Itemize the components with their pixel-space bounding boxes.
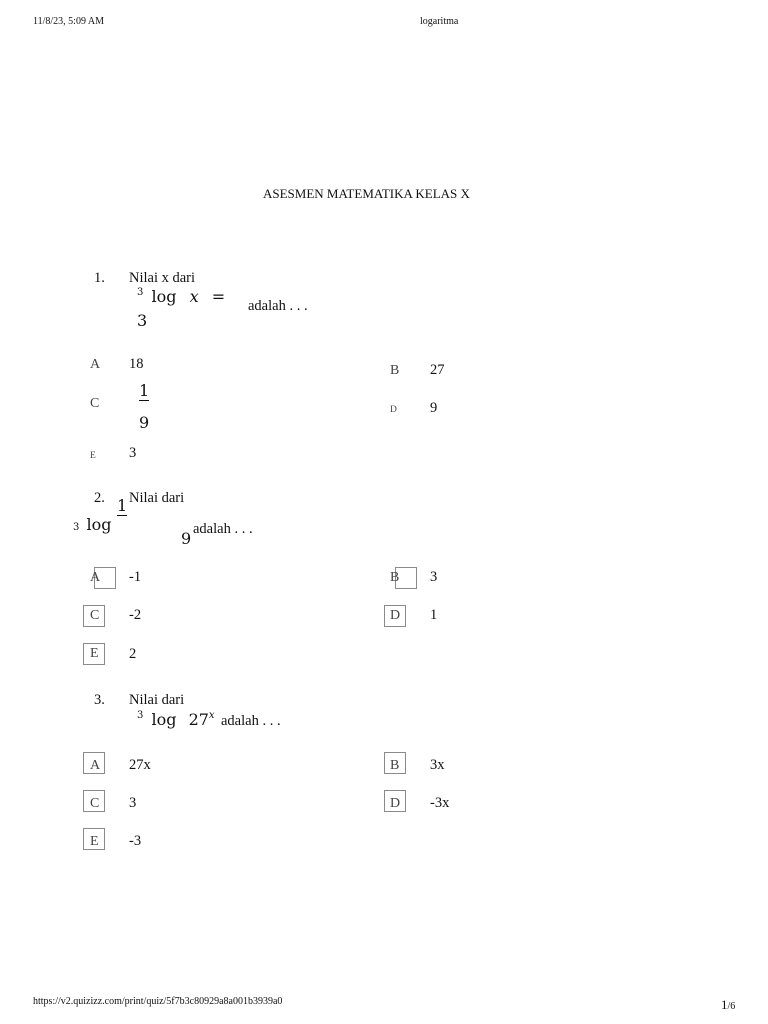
question-text: Nilai dari [129, 490, 185, 506]
log-operator: log [151, 710, 177, 729]
question-tail: adalah . . . [193, 521, 253, 537]
fraction-numerator: 1 [117, 496, 128, 515]
question-number: 2. [94, 490, 105, 506]
page-title: ASESMEN MATEMATIKA KELAS X [263, 186, 470, 201]
option-d-letter[interactable]: D [390, 796, 401, 811]
option-b-value: 27 [430, 362, 445, 378]
option-a-value: -1 [129, 569, 142, 585]
fraction-denominator: 9 [139, 413, 150, 432]
log-base: 3 [73, 522, 80, 533]
question-number: 3. [94, 692, 105, 708]
exponent: x [208, 710, 215, 721]
question-text: Nilai dari [129, 692, 185, 708]
option-b-letter[interactable]: B [390, 570, 400, 585]
log-argument: x [189, 287, 199, 306]
option-b-value: 3x [430, 757, 445, 773]
fraction-numerator: 1 [139, 381, 150, 400]
log-base: 3 [137, 287, 144, 298]
option-e-value: 2 [129, 646, 137, 662]
log-expression [137, 710, 215, 729]
footer-url[interactable]: https://v2.quizizz.com/print/quiz/5f7b3c80929a8a001b3939a0 [33, 996, 283, 1007]
log-expression [137, 287, 225, 306]
option-d-value: -3x [430, 795, 450, 811]
option-d-letter[interactable]: D [390, 608, 401, 623]
option-e-letter[interactable]: E [90, 646, 99, 661]
question-text: Nilai x dari [129, 270, 196, 286]
option-c-value: 3 [129, 795, 137, 811]
page-total: /6 [727, 1001, 736, 1012]
fraction-denominator: 9 [181, 529, 192, 548]
option-b-letter[interactable]: B [390, 363, 400, 378]
log-operator: log [151, 287, 177, 306]
page-current: 1 [721, 997, 728, 1012]
option-d-letter[interactable]: D [390, 405, 397, 415]
question-tail: adalah . . . [221, 713, 281, 729]
option-a-letter[interactable]: A [90, 357, 101, 372]
print-datetime: 11/8/23, 5:09 AM [33, 16, 105, 27]
log-base: 3 [137, 710, 144, 721]
log-operator: log [86, 515, 112, 534]
option-c-letter[interactable]: C [90, 396, 100, 411]
option-a-value: 27x [129, 757, 151, 773]
print-doc-title: logaritma [420, 16, 459, 27]
option-a-letter[interactable]: A [90, 758, 101, 773]
option-c-value: -2 [129, 607, 142, 623]
option-c-letter[interactable]: C [90, 796, 100, 811]
option-a-value: 18 [129, 356, 144, 372]
page-indicator [721, 996, 735, 1014]
option-e-letter[interactable]: E [90, 834, 99, 849]
option-c-letter[interactable]: C [90, 608, 100, 623]
option-e-value: -3 [129, 833, 142, 849]
option-e-letter[interactable]: E [90, 451, 96, 461]
equals-sign: = [211, 287, 226, 306]
log-argument: 27 [188, 710, 209, 729]
option-b-value: 3 [430, 569, 438, 585]
option-e-value: 3 [129, 445, 137, 461]
option-d-value: 9 [430, 400, 438, 416]
option-b-letter[interactable]: B [390, 758, 400, 773]
option-d-value: 1 [430, 607, 438, 623]
log-expression [73, 515, 111, 534]
question-tail: adalah . . . [248, 298, 308, 314]
option-a-letter[interactable]: A [90, 570, 101, 585]
question-number: 1. [94, 270, 105, 286]
expression-rhs: 3 [137, 311, 148, 330]
